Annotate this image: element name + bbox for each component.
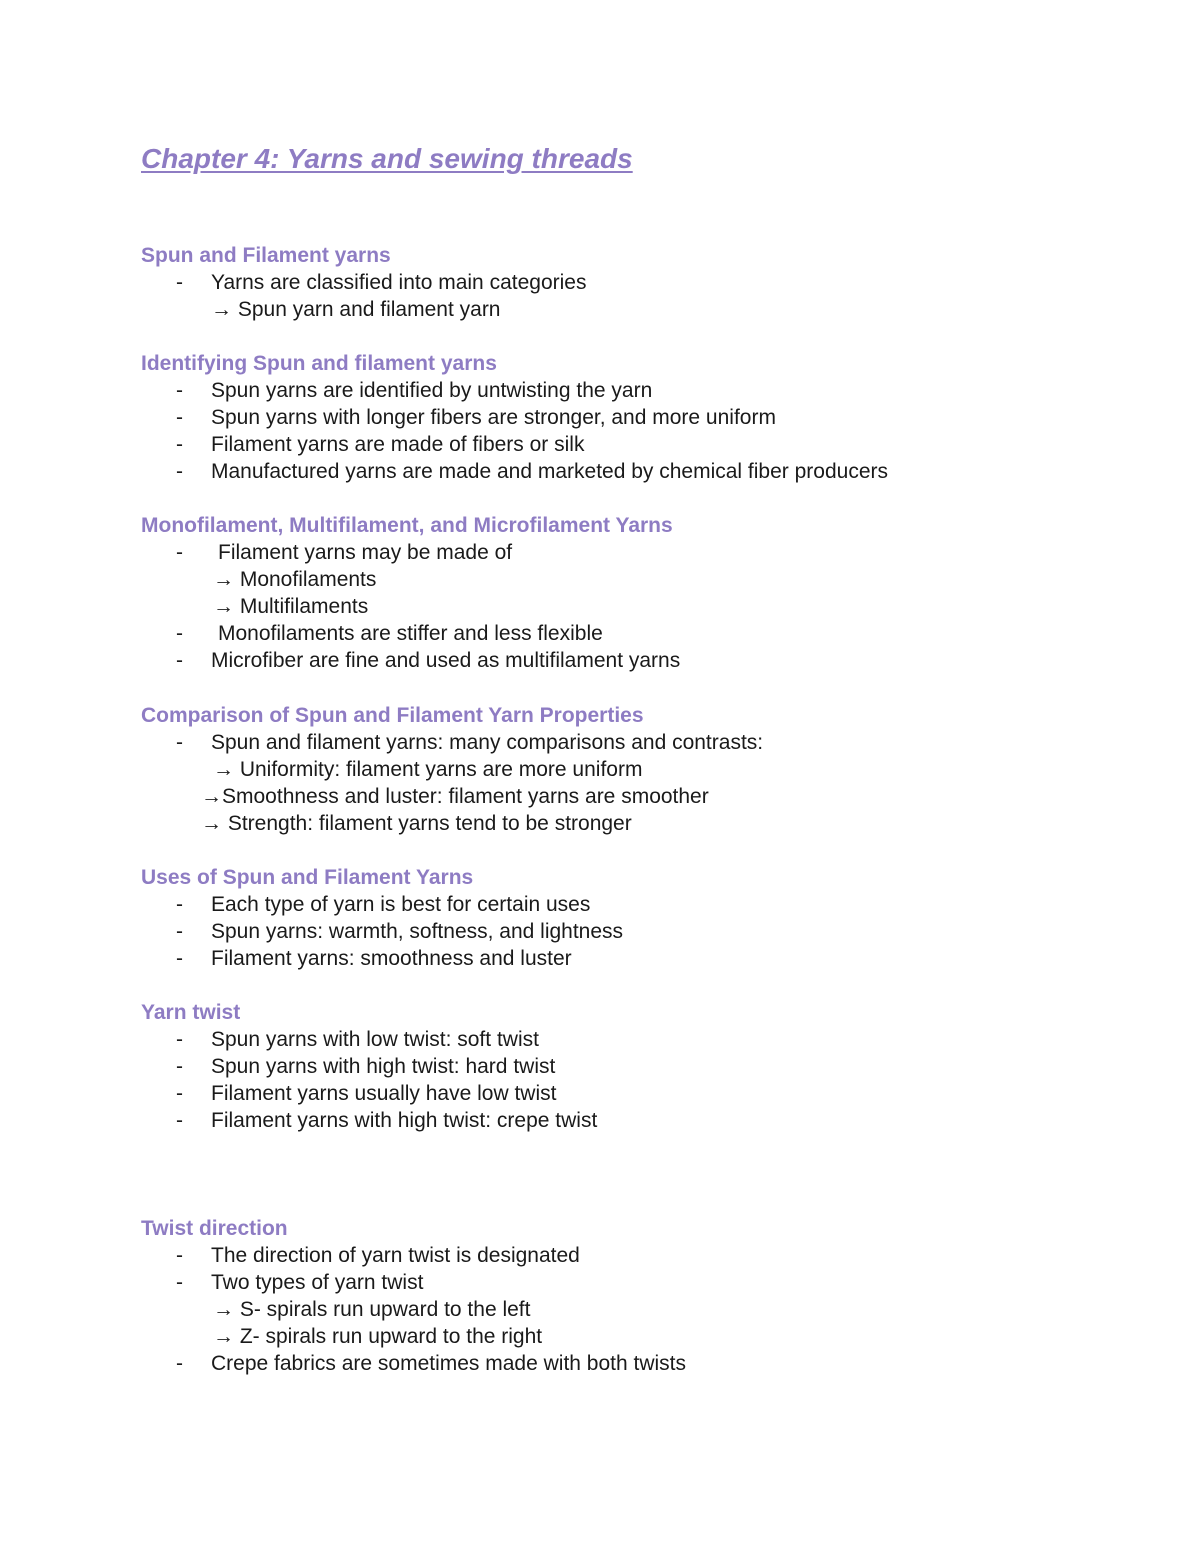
bullet-dash: - [176,947,183,970]
list-subitem [141,810,1141,837]
section-heading: Uses of Spun and Filament Yarns [141,866,474,889]
section-heading: Twist direction [141,1217,288,1240]
section-comparison-properties [141,702,1141,837]
list-item [141,1350,1141,1377]
list-subitem-text: → Strength: filament yarns tend to be stronger [201,812,632,835]
list-item-text: Crepe fabrics are sometimes made with both twists [211,1352,687,1375]
bullet-dash: - [176,379,183,402]
list-subitem [141,593,1141,620]
bullet-dash: - [176,893,183,916]
list-item [141,1242,1141,1269]
section-spun-filament-yarns [141,242,1141,323]
list-subitem-text: → S- spirals run upward to the left [213,1298,531,1321]
list-item [141,1080,1141,1107]
list-subitem-text: → Z- spirals run upward to the right [213,1325,543,1348]
list-item [141,1269,1141,1296]
bullet-dash: - [176,649,183,672]
list-item [141,945,1141,972]
section-heading: Yarn twist [141,1001,241,1024]
list-item-text: Spun yarns with high twist: hard twist [211,1055,556,1078]
list-item [141,377,1141,404]
page-title: Chapter 4: Yarns and sewing threads [141,143,633,174]
section-heading: Comparison of Spun and Filament Yarn Properties [141,704,644,727]
bullet-dash: - [176,1352,183,1375]
list-item-text: Each type of yarn is best for certain uses [211,893,591,916]
list-subitem [141,1296,1141,1323]
bullet-dash: - [176,622,183,645]
section-heading: Monofilament, Multifilament, and Microfilament Yarns [141,514,673,537]
bullet-dash: - [176,460,183,483]
list-subitem-text: → Monofilaments [213,568,377,591]
list-item-text: Spun yarns: warmth, softness, and lightness [211,920,624,943]
section-heading: Identifying Spun and filament yarns [141,352,497,375]
list-item [141,647,1141,674]
bullet-dash: - [176,406,183,429]
list-subitem [141,783,1141,810]
bullet-dash: - [176,433,183,456]
section-twist-direction [141,1215,1141,1377]
section-heading: Spun and Filament yarns [141,244,391,267]
list-item [141,1026,1141,1053]
bullet-dash: - [176,1271,183,1294]
list-item [141,620,1141,647]
section-identifying-yarns [141,350,1141,485]
list-subitem-text: →Smoothness and luster: filament yarns are smoother [201,785,709,808]
section-uses [141,864,1141,972]
bullet-dash: - [176,731,183,754]
list-item-text: Microfiber are fine and used as multifilament yarns [211,649,681,672]
list-item [141,729,1141,756]
bullet-dash: - [176,1028,183,1051]
list-item-text: The direction of yarn twist is designated [211,1244,580,1267]
section-yarn-twist [141,999,1141,1134]
bullet-dash: - [176,1055,183,1078]
list-item [141,458,1141,485]
list-item [141,1053,1141,1080]
list-item-text: Two types of yarn twist [211,1271,424,1294]
section-mono-multi-micro-filament [141,512,1141,674]
list-subitem [141,296,1141,323]
list-item-text: Filament yarns with high twist: crepe twist [211,1109,598,1132]
list-item [141,404,1141,431]
bullet-dash: - [176,541,183,564]
list-item-text: Spun and filament yarns: many comparisons and contrasts: [211,731,764,754]
list-item [141,539,1141,566]
list-item-text: Monofilaments are stiffer and less flexible [218,622,603,645]
list-item-text: Filament yarns: smoothness and luster [211,947,572,970]
list-item-text: Filament yarns usually have low twist [211,1082,557,1105]
list-subitem [141,1323,1141,1350]
list-item [141,269,1141,296]
list-subitem-text: → Spun yarn and filament yarn [211,298,501,321]
bullet-dash: - [176,920,183,943]
list-item-text: Filament yarns may be made of [218,541,513,564]
bullet-dash: - [176,1082,183,1105]
list-subitem [141,566,1141,593]
list-item-text: Spun yarns are identified by untwisting the yarn [211,379,653,402]
list-item [141,918,1141,945]
list-item-text: Spun yarns with longer fibers are stronger, and more uniform [211,406,776,429]
list-item [141,1107,1141,1134]
list-item-text: Spun yarns with low twist: soft twist [211,1028,539,1051]
list-subitem-text: → Uniformity: filament yarns are more uniform [213,758,643,781]
bullet-dash: - [176,271,183,294]
bullet-dash: - [176,1244,183,1267]
list-item-text: Manufactured yarns are made and marketed by chemical fiber producers [211,460,889,483]
list-item [141,431,1141,458]
bullet-dash: - [176,1109,183,1132]
list-subitem [141,756,1141,783]
list-item-text: Yarns are classified into main categories [211,271,587,294]
list-subitem-text: → Multifilaments [213,595,369,618]
list-item-text: Filament yarns are made of fibers or silk [211,433,585,456]
list-item [141,891,1141,918]
